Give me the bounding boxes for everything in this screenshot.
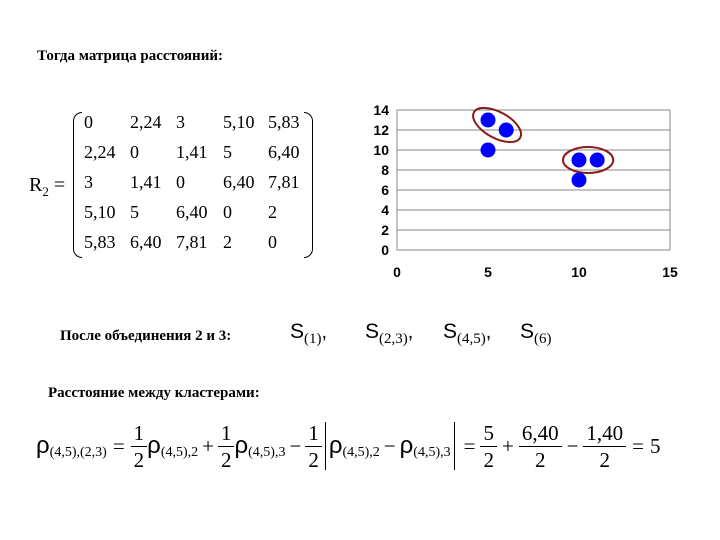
matrix-cell: 5 bbox=[223, 142, 232, 162]
matrix-cell: 6,40 bbox=[176, 202, 208, 222]
y-tick-label: 14 bbox=[373, 102, 389, 118]
x-tick-label: 5 bbox=[484, 264, 492, 280]
matrix-cell: 1,41 bbox=[176, 142, 208, 162]
numerator: 1 bbox=[131, 420, 148, 447]
cluster-symbol-letter: S bbox=[365, 320, 380, 343]
distance-heading: Расстояние между кластерами: bbox=[48, 385, 260, 401]
y-tick-label: 8 bbox=[381, 162, 389, 178]
minus-sign: − bbox=[383, 433, 396, 458]
rho-symbol: ρ bbox=[328, 432, 343, 459]
matrix-label-letter: R bbox=[29, 174, 43, 196]
cluster-symbol-4 bbox=[520, 320, 552, 348]
matrix-cell: 0 bbox=[223, 202, 232, 222]
denominator: 2 bbox=[133, 447, 145, 472]
abs-bar-right bbox=[454, 422, 455, 470]
cluster-symbol-letter: S bbox=[520, 320, 535, 343]
fraction-half-3 bbox=[305, 420, 322, 473]
fraction-half-1 bbox=[131, 420, 148, 473]
cluster-symbol-letter: S bbox=[290, 320, 305, 343]
matrix-cell: 5 bbox=[130, 202, 139, 222]
scatter-chart bbox=[355, 100, 695, 290]
minus-sign: − bbox=[566, 433, 579, 458]
cluster-symbol-sep: , bbox=[407, 321, 414, 343]
y-tick-label: 0 bbox=[381, 242, 389, 258]
equals-sign: = bbox=[112, 433, 125, 458]
plus-sign: + bbox=[501, 433, 514, 458]
cluster-symbol-sub: (4,5) bbox=[457, 331, 486, 347]
rho-symbol: ρ bbox=[399, 432, 414, 459]
y-tick-label: 12 bbox=[373, 122, 389, 138]
plus-sign: + bbox=[202, 433, 214, 458]
denominator: 2 bbox=[534, 447, 546, 472]
matrix-equals: = bbox=[53, 174, 66, 196]
x-tick-label: 10 bbox=[571, 264, 587, 280]
rho-symbol: ρ bbox=[234, 432, 249, 459]
fraction-640-halves bbox=[519, 420, 562, 473]
cluster-symbol-2 bbox=[365, 320, 413, 348]
cluster-symbol-sep: , bbox=[321, 321, 328, 343]
y-tick-label: 10 bbox=[373, 142, 389, 158]
cluster-distance-formula bbox=[36, 418, 661, 474]
rho-symbol: ρ bbox=[147, 432, 161, 459]
cluster-symbol-sub: (2,3) bbox=[379, 331, 408, 347]
matrix-cell: 1,41 bbox=[130, 172, 162, 192]
matrix-label bbox=[29, 174, 65, 200]
matrix-cell: 0 bbox=[176, 172, 185, 192]
matrix-cell: 0 bbox=[84, 112, 93, 132]
matrix-left-bracket bbox=[73, 112, 82, 258]
term2-subscript: (4,5),3 bbox=[413, 445, 451, 460]
matrix-cell: 6,40 bbox=[268, 142, 300, 162]
matrix-cell: 7,81 bbox=[176, 232, 208, 252]
fraction-140-halves bbox=[583, 420, 626, 473]
term2-subscript: (4,5),3 bbox=[248, 445, 286, 460]
minus-sign: − bbox=[289, 433, 302, 458]
numerator: 5 bbox=[480, 420, 497, 447]
equals-sign: = bbox=[632, 433, 644, 458]
rho-symbol: ρ bbox=[36, 432, 50, 459]
cluster-symbol-1 bbox=[290, 320, 327, 348]
matrix-cell: 2,24 bbox=[130, 112, 162, 132]
data-point bbox=[481, 143, 496, 158]
term1-subscript: (4,5),2 bbox=[160, 445, 199, 460]
abs-bar-left bbox=[325, 422, 326, 470]
denominator: 2 bbox=[308, 447, 319, 472]
x-tick-label: 15 bbox=[662, 264, 678, 280]
cluster-symbol-3 bbox=[443, 320, 491, 348]
merge-label: После объединения 2 и 3: bbox=[60, 328, 232, 344]
cluster-symbol-sub: (6) bbox=[534, 331, 552, 347]
matrix-cell: 0 bbox=[268, 232, 277, 252]
numerator: 1,40 bbox=[583, 420, 626, 447]
numerator: 1 bbox=[305, 420, 322, 447]
lhs-subscript: (4,5),(2,3) bbox=[49, 445, 107, 460]
term1-subscript: (4,5),2 bbox=[342, 445, 380, 460]
denominator: 2 bbox=[220, 447, 232, 472]
matrix-cell: 2,24 bbox=[84, 142, 116, 162]
data-point bbox=[572, 173, 587, 188]
fraction-five-halves bbox=[480, 420, 497, 473]
data-point bbox=[590, 153, 605, 168]
denominator: 2 bbox=[599, 447, 611, 472]
x-tick-label: 0 bbox=[393, 264, 401, 280]
data-point bbox=[481, 113, 496, 128]
data-point bbox=[499, 123, 514, 138]
matrix-cell: 3 bbox=[176, 112, 185, 132]
matrix-cell: 3 bbox=[84, 172, 93, 192]
matrix-cell: 6,40 bbox=[223, 172, 255, 192]
matrix-cell: 2 bbox=[223, 232, 232, 252]
matrix-label-sub: 2 bbox=[42, 184, 49, 199]
data-point bbox=[572, 153, 587, 168]
cluster-symbol-sep: , bbox=[485, 321, 492, 343]
plot-area bbox=[397, 110, 670, 250]
formula-result: 5 bbox=[650, 433, 661, 458]
equals-sign: = bbox=[463, 433, 476, 458]
matrix-cell: 5,10 bbox=[84, 202, 116, 222]
y-tick-label: 6 bbox=[381, 182, 389, 198]
numerator: 6,40 bbox=[519, 420, 562, 447]
matrix-right-bracket bbox=[304, 112, 313, 258]
matrix-cell: 6,40 bbox=[130, 232, 162, 252]
fraction-half-2 bbox=[218, 420, 235, 473]
cluster-symbol-sub: (1) bbox=[304, 331, 322, 347]
matrix-cell: 5,83 bbox=[268, 112, 300, 132]
matrix-cell: 0 bbox=[130, 142, 139, 162]
matrix-cell: 5,83 bbox=[84, 232, 116, 252]
cluster-symbol-letter: S bbox=[443, 320, 458, 343]
matrix-cell: 2 bbox=[268, 202, 277, 222]
y-tick-label: 2 bbox=[381, 222, 389, 238]
matrix-heading: Тогда матрица расстояний: bbox=[37, 48, 223, 64]
denominator: 2 bbox=[483, 447, 494, 472]
matrix-cell: 5,10 bbox=[223, 112, 255, 132]
matrix-cell: 7,81 bbox=[268, 172, 300, 192]
y-tick-label: 4 bbox=[381, 202, 389, 218]
numerator: 1 bbox=[218, 420, 235, 447]
